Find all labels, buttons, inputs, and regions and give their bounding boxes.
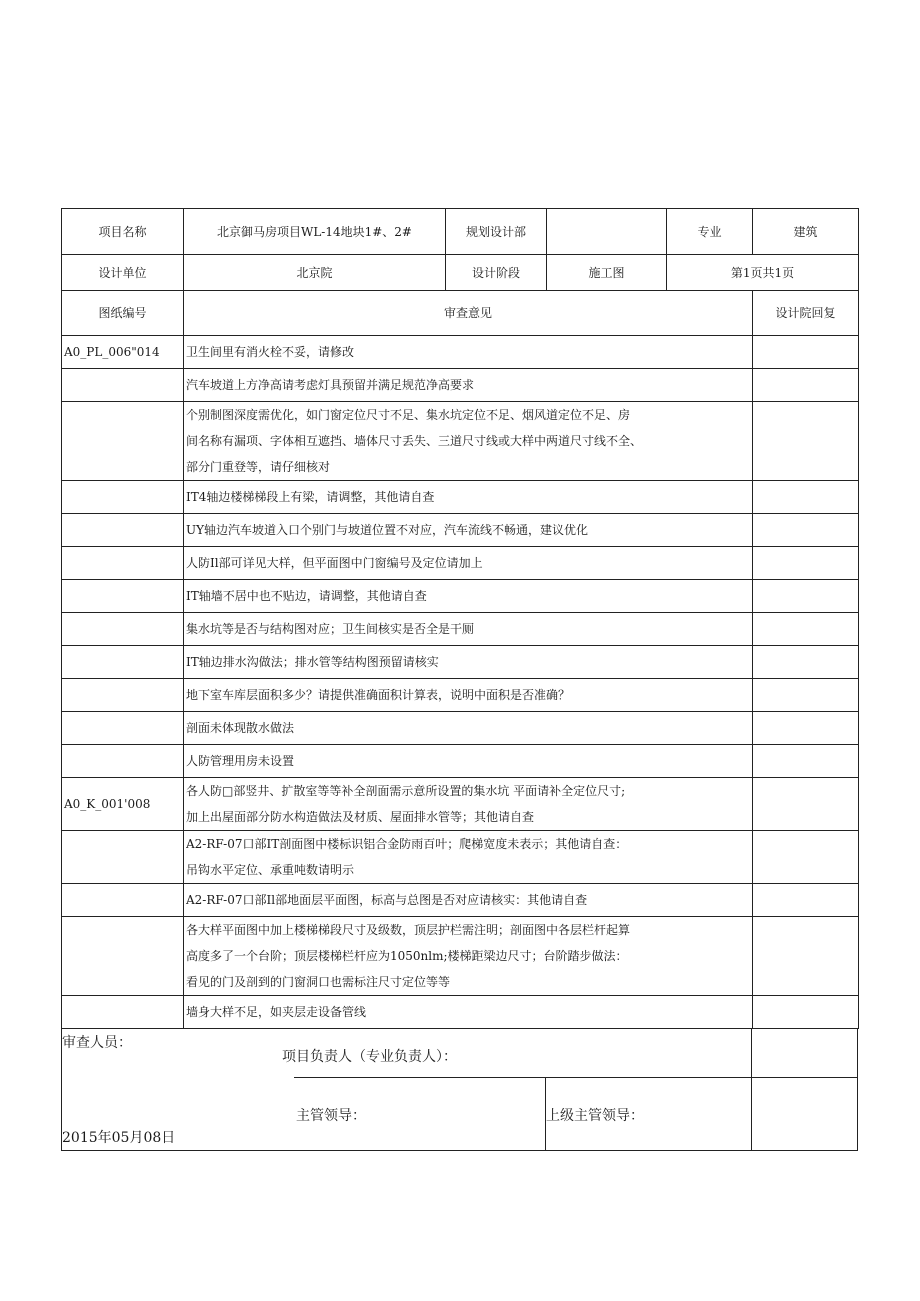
review-table [61,208,859,1029]
design-reply [753,402,859,481]
table-row [62,884,859,917]
opinion-line: 加上出屋面部分防水构造做法及材质、屋面排水管等；其他请自查 [186,810,535,824]
opinion-line: 间名称有漏项、字体相互遮挡、墙体尺寸丢失、三道尺寸线或大样中两道尺寸线不全、 [186,434,643,448]
column-header-row [62,291,859,336]
header-row-unit [62,255,859,291]
design-stage-label: 设计阶段 [446,255,547,291]
design-reply [753,745,859,778]
upper-supervisor-label: 上级主管领导： [546,1108,644,1124]
design-reply [753,336,859,369]
review-opinion [184,745,753,778]
design-stage-value: 施工图 [547,255,667,291]
table-row [62,613,859,646]
review-opinion [184,336,753,369]
drawing-code [62,745,184,778]
opinion-line: 墙身大样不足，如夹层走设备管线 [186,1005,367,1019]
review-opinion [184,580,753,613]
drawing-code [62,481,184,514]
review-opinion [184,646,753,679]
opinion-line: 集水坑等是否与结构图对应；卫生间核实是否全是干厕 [186,622,475,636]
drawing-code [62,613,184,646]
review-opinion [184,402,753,481]
review-opinion [184,613,753,646]
drawing-code [62,514,184,547]
review-opinion [184,369,753,402]
design-reply [753,831,859,884]
drawing-code [62,679,184,712]
review-opinion [184,831,753,884]
table-row [62,369,859,402]
table-row [62,831,859,884]
opinion-line: UY轴边汽车坡道入口个别门与坡道位置不对应，汽车流线不畅通，建议优化 [186,523,589,537]
table-row [62,745,859,778]
project-lead-label: 项目负责人（专业负责人）： [282,1049,457,1065]
drawing-code [62,996,184,1029]
review-opinion [184,884,753,917]
opinion-line: 吊钩水平定位、承重吨数请明示 [186,863,355,877]
header-row-project [62,209,859,255]
design-reply [753,481,859,514]
opinion-line: IT轴墙不居中也不贴边，请调整，其他请自查 [186,589,427,603]
opinion-line: 卫生间里有消火栓不妥，请修改 [186,345,355,359]
page-info: 第1页共1页 [667,255,859,291]
table-row [62,778,859,831]
opinion-line: A2-RF-07口部Il部地面层平面图，标高与总图是否对应请核实：其他请自查 [186,893,588,907]
project-name-value: 北京御马房项目WL-14地块1#、2# [184,209,446,255]
table-row [62,481,859,514]
drawing-code [62,547,184,580]
specialty-label: 专业 [667,209,753,255]
review-opinion [184,778,753,831]
dept-value [547,209,667,255]
drawing-code [62,369,184,402]
dept-label: 规划设计部 [446,209,547,255]
drawing-code [62,580,184,613]
review-form [61,208,858,1151]
review-opinion [184,712,753,745]
drawing-code: A0_PL_006"014 [62,336,184,369]
drawing-code [62,831,184,884]
opinion-line: 各人防□部竖井、扩散室等等补全剖面需示意所设置的集水坑 平面请补全定位尺寸; [186,784,626,798]
design-reply [753,646,859,679]
reply-header: 设计院回复 [753,291,859,336]
design-unit-label: 设计单位 [62,255,184,291]
review-opinion [184,996,753,1029]
specialty-value: 建筑 [753,209,859,255]
reviewer-label: 审查人员： [62,1035,132,1051]
opinion-line: 部分门重登等，请仔细核对 [186,460,331,474]
review-opinion [184,481,753,514]
table-row [62,580,859,613]
table-row [62,712,859,745]
drawing-code [62,884,184,917]
design-reply [753,547,859,580]
project-name-label: 项目名称 [62,209,184,255]
design-reply [753,679,859,712]
drawing-code [62,646,184,679]
design-reply [753,613,859,646]
design-reply [753,778,859,831]
design-reply [753,369,859,402]
review-opinion [184,514,753,547]
review-opinion [184,679,753,712]
opinion-line: 个别制图深度需优化，如门窗定位尺寸不足、集水坑定位不足、烟风道定位不足、房 [186,408,631,422]
opinion-line: 人防管理用房未设置 [186,754,295,768]
opinion-line: A2-RF-07口部IT剖面图中楼标识铝合金防雨百叶；爬梯宽度未表示；其他请自查： [186,837,628,851]
drawing-no-header: 图纸编号 [62,291,184,336]
design-reply [753,917,859,996]
drawing-code: A0_K_001'008 [62,778,184,831]
design-reply [753,712,859,745]
table-row [62,514,859,547]
drawing-code [62,712,184,745]
design-reply [753,514,859,547]
opinion-line: IT轴边排水沟做法；排水管等结构图预留请核实 [186,655,439,669]
opinion-header: 审查意见 [184,291,753,336]
design-reply [753,996,859,1029]
design-reply [753,884,859,917]
signature-area [61,1029,858,1151]
opinion-line: 各大样平面图中加上楼梯梯段尺寸及级数，顶层护栏需注明；剖面图中各层栏杆起算 [186,923,631,937]
table-row [62,917,859,996]
opinion-line: 高度多了一个台阶；顶层楼梯栏杆应为1050nlm;楼梯距梁边尺寸；台阶踏步做法： [186,949,628,963]
opinion-line: 剖面未体现散水做法 [186,721,295,735]
design-unit-value: 北京院 [184,255,446,291]
table-row [62,679,859,712]
table-row [62,547,859,580]
table-row [62,646,859,679]
review-date: 2015年05月08日 [62,1130,176,1146]
opinion-line: IT4轴边楼梯梯段上有梁，请调整，其他请自查 [186,490,435,504]
design-reply [753,580,859,613]
table-row [62,402,859,481]
opinion-line: 汽车坡道上方净高请考虑灯具预留并满足规范净高要求 [186,378,475,392]
table-row [62,996,859,1029]
review-opinion [184,917,753,996]
drawing-code [62,402,184,481]
table-row [62,336,859,369]
review-opinion [184,547,753,580]
opinion-line: 地下室车库层面积多少？请提供准确面积计算表，说明中面积是否准确？ [186,688,571,702]
supervisor-label: 主管领导： [296,1108,366,1124]
opinion-line: 看见的门及剖到的门窗洞口也需标注尺寸定位等等 [186,975,451,989]
opinion-line: 人防Il部可详见大样，但平面图中门窗编号及定位请加上 [186,556,483,570]
drawing-code [62,917,184,996]
